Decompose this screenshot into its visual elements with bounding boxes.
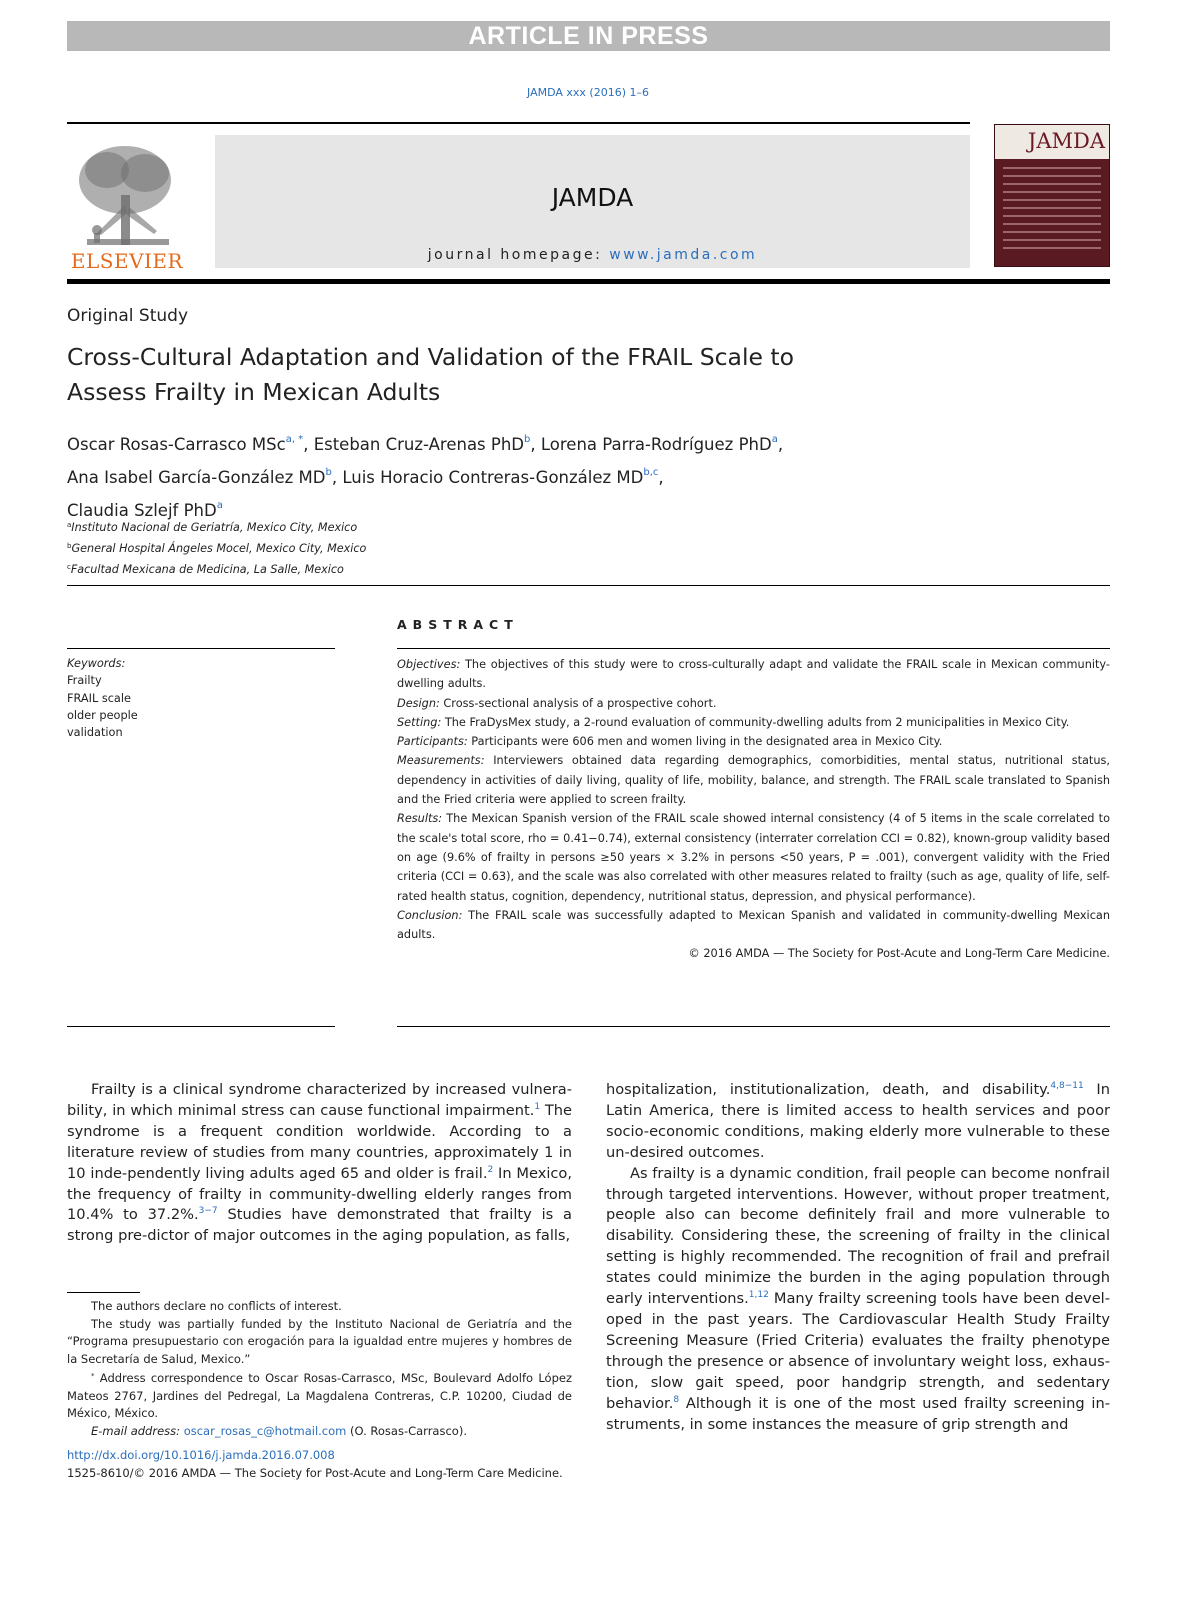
author-name[interactable]: Lorena Parra-Rodríguez PhD	[540, 435, 772, 454]
affiliation-mark: b	[67, 542, 72, 550]
author-line-1	[67, 426, 1127, 459]
affiliation-text: Instituto Nacional de Geriatría, Mexico City, Mexico	[71, 521, 358, 534]
body-column-right	[606, 1080, 1110, 1435]
author-sep: ,	[658, 468, 664, 487]
abstract-section-text: Interviewers obtained data regarding demographics, comorbidities, mental status, nutritional status, dependency in activities of daily living, quality of life, mobility, balance, and strength. The FRAIL scale translated to Spanish and the Fried criteria were applied to screen frailty.	[397, 754, 1110, 807]
abstract-section-text: Cross-sectional analysis of a prospective cohort.	[439, 696, 717, 710]
author-affil-mark[interactable]: b,c	[643, 467, 659, 478]
affiliation-item	[67, 516, 366, 537]
citation-ref[interactable]: 1,12	[748, 1290, 769, 1301]
abstract-rule	[397, 648, 1110, 649]
banner-text: ARTICLE IN PRESS	[468, 22, 709, 50]
author-affil-mark[interactable]: a	[771, 434, 778, 445]
author-name[interactable]: Esteban Cruz-Arenas PhD	[313, 435, 525, 454]
footnote-text: Address correspondence to Oscar Rosas-Carrasco, MSc, Boulevard Adolfo López Mateos 2767, Jardines del Pedregal, La Magdalena Contreras, C.P. 10200, Ciudad de México, México.	[67, 1371, 572, 1420]
journal-cover-thumbnail[interactable]	[994, 124, 1110, 267]
homepage-label: journal homepage:	[427, 247, 610, 263]
author-sep: ,	[303, 435, 314, 454]
footnote-mark: *	[91, 1372, 95, 1380]
footnote-funding: The study was partially funded by the Instituto Nacional de Geriatría and the “Programa presupuestario con erogación para la igualdad entre mujeres y hombres de la Secretaría de Salud, Mexico.”	[67, 1316, 572, 1366]
citation-ref[interactable]: 2	[487, 1164, 494, 1175]
cover-toc-lines	[1003, 167, 1101, 255]
keywords-box	[67, 655, 138, 741]
abstract-section-label: Objectives:	[397, 658, 461, 671]
citation-ref[interactable]: 8	[673, 1394, 680, 1405]
keyword-item: Frailty	[67, 674, 102, 688]
issn-copyright: 1525-8610/© 2016 AMDA — The Society for Post-Acute and Long-Term Care Medicine.	[67, 1466, 563, 1480]
keywords-rule	[67, 648, 335, 649]
body-paragraph	[67, 1080, 572, 1247]
abstract-section-text: The Mexican Spanish version of the FRAIL scale showed internal consistency (4 of 5 items in the scale correlated to the scale's total score, rho = 0.41−0.74), external consistency (interrater correlation CCI = 0.82), known-group validity based on age (9.6% of frailty in persons ≥50 years × 3.2% in persons <50 years, P = .001), convergent validity with the Fried criteria (CCI = 0.63), and the scale was also correlated with other measures related to frailty (such as age, quality of life, self-rated health status, cognition, dependency, nutritional status, depression, and physical performance).	[397, 812, 1110, 903]
body-text: Although it is one of the most used frailty screening in-struments, in some instances the measure of grip strength and	[606, 1394, 1110, 1433]
citation-ref[interactable]: 4,8−11	[1050, 1081, 1084, 1091]
keyword-item: FRAIL scale	[67, 691, 131, 705]
elsevier-wordmark: ELSEVIER	[70, 249, 184, 273]
citation-ref[interactable]: 1	[534, 1101, 541, 1112]
affiliation-text: Facultad Mexicana de Medicina, La Salle, Mexico	[70, 563, 344, 576]
abstract-participants	[397, 732, 1110, 751]
article-type: Original Study	[67, 306, 189, 326]
author-name[interactable]: Claudia Szlejf PhD	[67, 501, 217, 520]
keyword-item: older people	[67, 708, 138, 722]
abstract-setting	[397, 713, 1110, 732]
footnotes	[67, 1298, 572, 1440]
abstract-section-text: The objectives of this study were to cross-culturally adapt and validate the FRAIL scale in Mexican community-dwelling adults.	[397, 658, 1110, 691]
affiliation-text: General Hospital Ángeles Mocel, Mexico City, Mexico	[71, 542, 367, 555]
author-name[interactable]: Ana Isabel García-González MD	[67, 468, 326, 487]
masthead-thick-rule	[67, 279, 1110, 284]
author-affil-mark[interactable]: a	[216, 500, 223, 511]
abstract-conclusion	[397, 906, 1110, 945]
affiliation-mark: c	[67, 563, 71, 571]
body-text: Frailty is a clinical syndrome characterized by increased vulnera-bility, in which minimal stress can cause functional impairment.	[67, 1081, 572, 1119]
email-link[interactable]: oscar_rosas_c@hotmail.com	[183, 1423, 347, 1438]
abstract-heading: ABSTRACT	[397, 617, 519, 632]
title-line-1: Cross-Cultural Adaptation and Validation of the FRAIL Scale to	[67, 343, 794, 371]
keyword-item: validation	[67, 726, 123, 740]
abstract-results	[397, 809, 1110, 905]
abstract-section-label: Results:	[397, 812, 443, 826]
doi-link[interactable]: http://dx.doi.org/10.1016/j.jamda.2016.07.008	[67, 1448, 335, 1462]
author-sep: ,	[777, 435, 784, 454]
article-in-press-banner	[67, 21, 1110, 51]
email-tail: (O. Rosas-Carrasco).	[346, 1423, 467, 1438]
keywords-label: Keywords:	[67, 657, 126, 670]
body-text: Many frailty screening tools have been devel-oped in the past years. The Cardiovascular Health Study Frailty Screening Measure (Fried Criteria) evaluates the frailty phenotype through the presence or absence of involuntary weight loss, exhaus-tion, slow gait speed, poor handgrip strength, and sedentary behavior.	[606, 1290, 1110, 1412]
cover-title: JAMDA	[1027, 129, 1105, 153]
abstract-objectives	[397, 655, 1110, 694]
affiliation-item	[67, 537, 366, 558]
author-affil-mark[interactable]: b	[524, 434, 531, 445]
journal-citation[interactable]: JAMDA xxx (2016) 1–6	[527, 86, 649, 99]
abstract-body	[397, 655, 1110, 964]
header-rule	[67, 122, 970, 124]
author-line-2	[67, 459, 1127, 492]
article-title	[67, 340, 967, 410]
footnote-correspondence	[67, 1368, 572, 1423]
body-text: Studies have demonstrated that frailty is a strong pre-dictor of major outcomes in the aging population, as falls,	[67, 1206, 572, 1245]
citation-ref[interactable]: 3−7	[198, 1206, 218, 1217]
abstract-section-text: Participants were 606 men and women living in the designated area in Mexico City.	[467, 735, 943, 749]
abstract-section-label: Conclusion:	[397, 908, 463, 922]
author-list	[67, 426, 1127, 525]
abstract-section-label: Setting:	[397, 715, 442, 729]
abstract-design	[397, 694, 1110, 713]
footnote-coi: The authors declare no conflicts of interest.	[91, 1299, 342, 1313]
keywords-bottom-rule	[67, 1026, 335, 1027]
affiliation-item	[67, 558, 366, 579]
body-text: The syndrome is a frequent condition worldwide. According to a literature review of studies from many countries, approximately 1 in 10 inde-pendently living adults aged 65 and older is frail.	[67, 1101, 572, 1182]
author-sep: ,	[331, 468, 343, 487]
abstract-copyright: © 2016 AMDA — The Society for Post-Acute and Long-Term Care Medicine.	[688, 947, 1110, 961]
abstract-section-label: Design:	[397, 696, 440, 710]
body-text: In Latin America, there is limited access to health services and poor socio-economic conditions, making elderly more vulnerable to these un-desired outcomes.	[606, 1081, 1110, 1161]
body-paragraph	[606, 1164, 1110, 1436]
abstract-section-text: The FraDysMex study, a 2-round evaluation of community-dwelling adults from 2 municipalities in Mexico City.	[441, 715, 1070, 729]
homepage-link[interactable]: www.jamda.com	[609, 247, 758, 263]
abstract-measurements	[397, 751, 1110, 809]
body-text: In Mexico, the frequency of frailty in community-dwelling elderly ranges from 10.4% to 37.2%.	[67, 1164, 572, 1224]
title-line-2: Assess Frailty in Mexican Adults	[67, 378, 441, 406]
abstract-bottom-rule	[397, 1026, 1110, 1027]
author-name[interactable]: Oscar Rosas-Carrasco MSc	[67, 435, 286, 454]
abstract-section-text: The FRAIL scale was successfully adapted to Mexican Spanish and validated in community-dwelling Mexican adults.	[397, 908, 1110, 942]
author-name[interactable]: Luis Horacio Contreras-González MD	[342, 468, 644, 487]
author-sep: ,	[530, 435, 541, 454]
author-affil-mark[interactable]: a, *	[285, 434, 304, 445]
abstract-section-label: Measurements:	[397, 754, 485, 768]
footnote-rule	[67, 1292, 140, 1293]
email-label: E-mail address:	[91, 1423, 181, 1438]
body-text: As frailty is a dynamic condition, frail people can become nonfrail through targeted interventions. However, without proper treatment, people also can become definitely frail and more vulnerable to disability. Considering these, the screening of frailty in the clinical setting is highly recommended. The recognition of frail and prefrail states could minimize the burden in the aging population through early interventions.	[606, 1164, 1110, 1308]
affiliations	[67, 516, 366, 579]
abstract-top-rule	[67, 585, 1110, 586]
journal-masthead	[215, 135, 970, 268]
body-text: hospitalization, institutionalization, death, and disability.	[606, 1081, 1051, 1098]
body-column-left	[67, 1080, 572, 1247]
journal-homepage	[215, 247, 970, 263]
journal-name: JAMDA	[551, 183, 634, 212]
abstract-section-label: Participants:	[397, 735, 468, 749]
body-paragraph	[606, 1080, 1110, 1164]
author-affil-mark[interactable]: b	[325, 467, 332, 478]
footnote-email	[67, 1423, 572, 1441]
affiliation-mark: a	[67, 521, 72, 529]
